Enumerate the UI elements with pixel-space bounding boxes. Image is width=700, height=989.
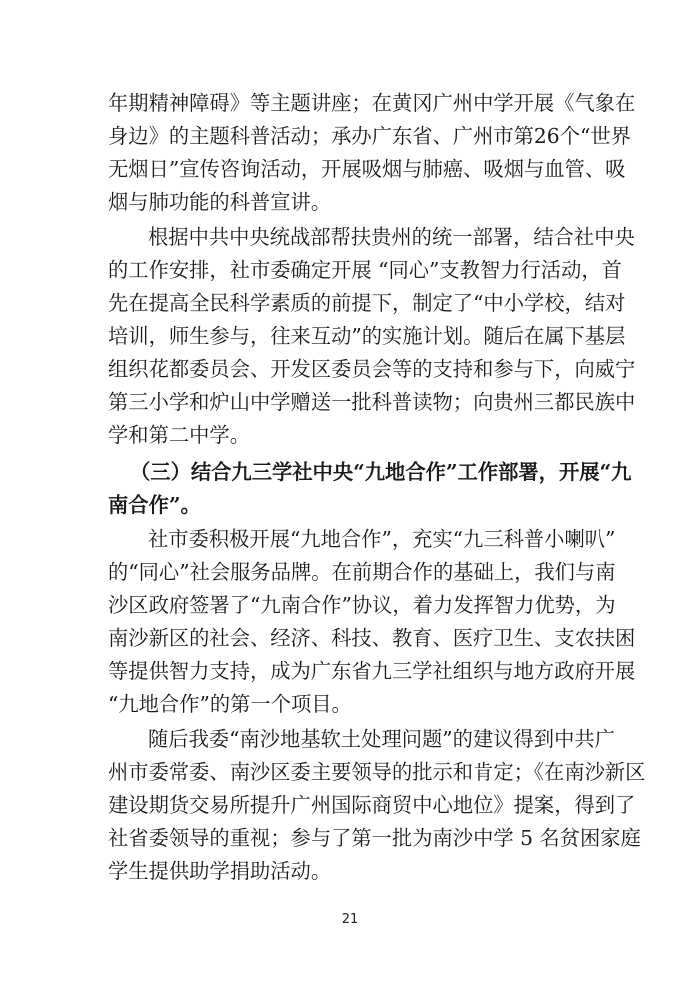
text-line: 南沙新区的社会、经济、科技、教育、医疗卫生、支农扶困: [108, 626, 636, 650]
text-line: 烟与肺功能的科普宣讲。: [108, 190, 332, 214]
text-line: 培训，师生参与，往来互动”的实施计划。随后在属下基层: [108, 324, 626, 348]
text-line: 等提供智力支持，成为广东省九三学社组织与地方政府开展: [108, 659, 636, 683]
text-line: 身边》的主题科普活动；承办广东省、广州市第26个“世界: [108, 124, 631, 148]
section-heading: 南合作”。: [108, 493, 201, 517]
text-line: 社市委积极开展“九地合作”，充实“九三科普小喇叭”: [148, 527, 616, 551]
section-heading: （三）结合九三学社中央“九地合作”工作部署，开展“九: [130, 460, 632, 484]
text-line: 社省委领导的重视；参与了第一批为南沙中学 5 名贫困家庭: [108, 826, 641, 850]
text-line: 学和第二中学。: [108, 423, 250, 447]
text-line: “九地合作”的第一个项目。: [108, 692, 352, 716]
text-line: 沙区政府签署了“九南合作”协议，着力发挥智力优势，为: [108, 593, 616, 617]
text-line: 根据中共中央统战部帮扶贵州的统一部署，结合社中央: [148, 225, 635, 249]
text-line: 学生提供助学捐助活动。: [108, 859, 332, 883]
text-line: 先在提高全民科学素质的前提下，制定了“中小学校，结对: [108, 291, 626, 315]
text-line: 的工作安排，社市委确定开展 “同心”支教智力行活动，首: [108, 258, 622, 282]
text-line: 年期精神障碍》等主题讲座；在黄冈广州中学开展《气象在: [108, 91, 636, 115]
text-line: 随后我委“南沙地基软土处理问题”的建议得到中共广: [148, 727, 615, 751]
page-number: 21: [341, 912, 359, 927]
text-line: 第三小学和炉山中学赠送一批科普读物；向贵州三都民族中: [108, 390, 636, 414]
text-line: 无烟日”宣传咨询活动，开展吸烟与肺癌、吸烟与血管、吸: [108, 157, 626, 181]
text-line: 建设期货交易所提升广州国际商贸中心地位》提案，得到了: [108, 793, 636, 817]
text-line: 州市委常委、南沙区委主要领导的批示和肯定；《在南沙新区: [108, 760, 646, 784]
text-line: 组织花都委员会、开发区委员会等的支持和参与下，向威宁: [108, 357, 636, 381]
text-line: 的“同心”社会服务品牌。在前期合作的基础上，我们与南: [108, 560, 616, 584]
